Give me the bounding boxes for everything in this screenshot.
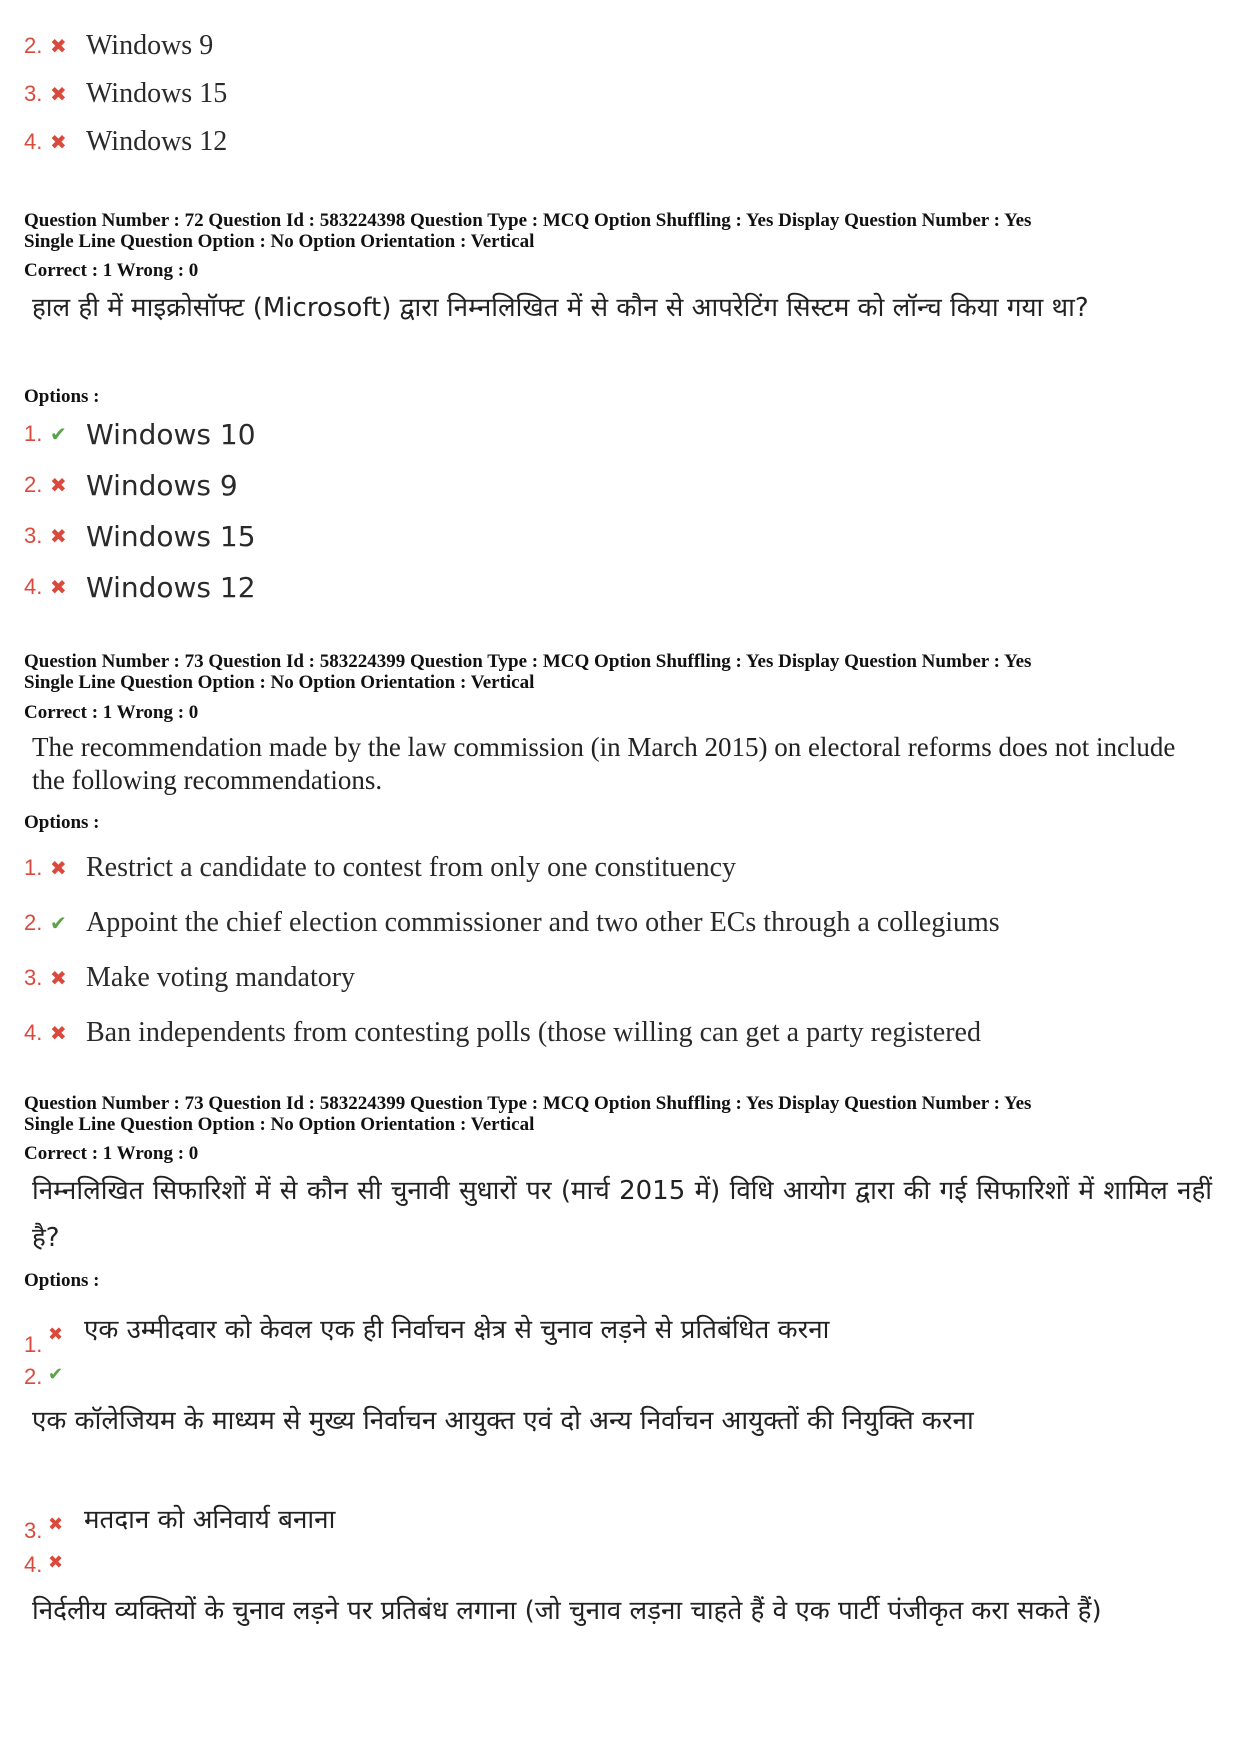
cross-icon: ✖ (50, 1021, 67, 1045)
option-row (24, 567, 256, 607)
cross-icon: ✖ (48, 1324, 64, 1345)
cross-icon: ✖ (50, 34, 67, 58)
option-text: Windows 15 (86, 78, 228, 109)
option-row (24, 1552, 84, 1578)
option-text: Windows 9 (86, 30, 214, 61)
options-label: Options : (24, 386, 100, 407)
option-number: 1. (24, 855, 43, 880)
option-text: Windows 15 (86, 519, 256, 553)
check-icon: ✔ (48, 1364, 64, 1385)
cross-icon: ✖ (50, 130, 67, 154)
option-number: 4. (24, 1020, 43, 1045)
option-number: 3. (24, 523, 43, 548)
option-number: 1. (24, 421, 43, 446)
option-number: 3. (24, 1518, 43, 1543)
option-number: 4. (24, 574, 43, 599)
option-number: 3. (24, 965, 43, 990)
cross-icon: ✖ (48, 1552, 64, 1573)
option-number: 2. (24, 910, 43, 935)
option-row (24, 1500, 335, 1544)
option-number: 1. (24, 1332, 43, 1357)
option-number: 2. (24, 1364, 43, 1389)
option-row (24, 122, 227, 162)
question-text: The recommendation made by the law commission (in March 2015) on electoral reforms does not include the following recommendations. (32, 732, 1176, 795)
option-row (24, 903, 1000, 943)
cross-icon: ✖ (50, 575, 67, 599)
option-row (24, 1364, 84, 1390)
options-label: Options : (24, 812, 100, 833)
cross-icon: ✖ (50, 856, 67, 880)
question-score: Correct : 1 Wrong : 0 (24, 1143, 199, 1164)
option-text: निर्दलीय व्यक्तियों के चुनाव लड़ने पर प्रतिबंध लगाना (जो चुनाव लड़ना चाहते हैं वे एक पार्टी पंजीकृत करा सकते हैं) (32, 1596, 1102, 1626)
option-text: Appoint the chief election commissioner and two other ECs through a collegiums (86, 907, 1000, 938)
cross-icon: ✖ (50, 524, 67, 548)
check-icon: ✔ (50, 422, 67, 446)
option-number: 2. (24, 33, 43, 58)
option-row (24, 848, 736, 888)
option-row (24, 1013, 981, 1053)
option-row (24, 465, 238, 505)
option-text: Windows 12 (86, 126, 228, 157)
option-text: एक उम्मीदवार को केवल एक ही निर्वाचन क्षेत्र से चुनाव लड़ने से प्रतिबंधित करना (84, 1315, 830, 1345)
cross-icon: ✖ (48, 1514, 64, 1535)
cross-icon: ✖ (50, 473, 67, 497)
option-row (24, 74, 227, 114)
option-number: 2. (24, 472, 43, 497)
question-meta-line: Question Number : 72 Question Id : 583224398 Question Type : MCQ Option Shuffling : Yes Display Question Number : Yes (24, 210, 1032, 231)
question-score: Correct : 1 Wrong : 0 (24, 702, 199, 723)
option-number: 3. (24, 81, 43, 106)
option-text: मतदान को अनिवार्य बनाना (84, 1505, 336, 1535)
option-text: Make voting mandatory (86, 962, 356, 993)
option-text: Restrict a candidate to contest from only one constituency (86, 852, 737, 883)
question-meta-line: Single Line Question Option : No Option Orientation : Vertical (24, 1114, 535, 1135)
question-meta-line: Question Number : 73 Question Id : 583224399 Question Type : MCQ Option Shuffling : Yes Display Question Number : Yes (24, 651, 1032, 672)
question-meta-line: Single Line Question Option : No Option Orientation : Vertical (24, 672, 535, 693)
option-number: 4. (24, 129, 43, 154)
option-text: Windows 9 (86, 468, 238, 502)
option-text: Windows 12 (86, 570, 256, 604)
option-row (24, 516, 256, 556)
option-text: एक कॉलेजियम के माध्यम से मुख्य निर्वाचन आयुक्त एवं दो अन्य निर्वाचन आयुक्तों की नियुक्ति करना (32, 1406, 974, 1436)
check-icon: ✔ (50, 911, 67, 935)
cross-icon: ✖ (50, 82, 67, 106)
option-text: Windows 10 (86, 417, 256, 451)
option-row (24, 1310, 829, 1358)
question-score: Correct : 1 Wrong : 0 (24, 260, 199, 281)
question-meta-line: Single Line Question Option : No Option Orientation : Vertical (24, 231, 535, 252)
question-text: निम्नलिखित सिफारिशों में से कौन सी चुनावी सुधारों पर (मार्च 2015 में) विधि आयोग द्वारा की गई सिफारिशों में शामिल नहीं है? (32, 1176, 1212, 1253)
option-text: Ban independents from contesting polls (those willing can get a party registered (86, 1017, 981, 1048)
option-number: 4. (24, 1552, 43, 1577)
option-row (24, 414, 256, 454)
cross-icon: ✖ (50, 966, 67, 990)
option-row (24, 958, 355, 998)
question-meta-line: Question Number : 73 Question Id : 583224399 Question Type : MCQ Option Shuffling : Yes Display Question Number : Yes (24, 1093, 1032, 1114)
options-label: Options : (24, 1270, 100, 1291)
option-row (24, 26, 213, 66)
question-text: हाल ही में माइक्रोसॉफ्ट (Microsoft) द्वारा निम्नलिखित में से कौन से आपरेटिंग सिस्टम को लॉन्च किया गया था? (32, 293, 1089, 323)
